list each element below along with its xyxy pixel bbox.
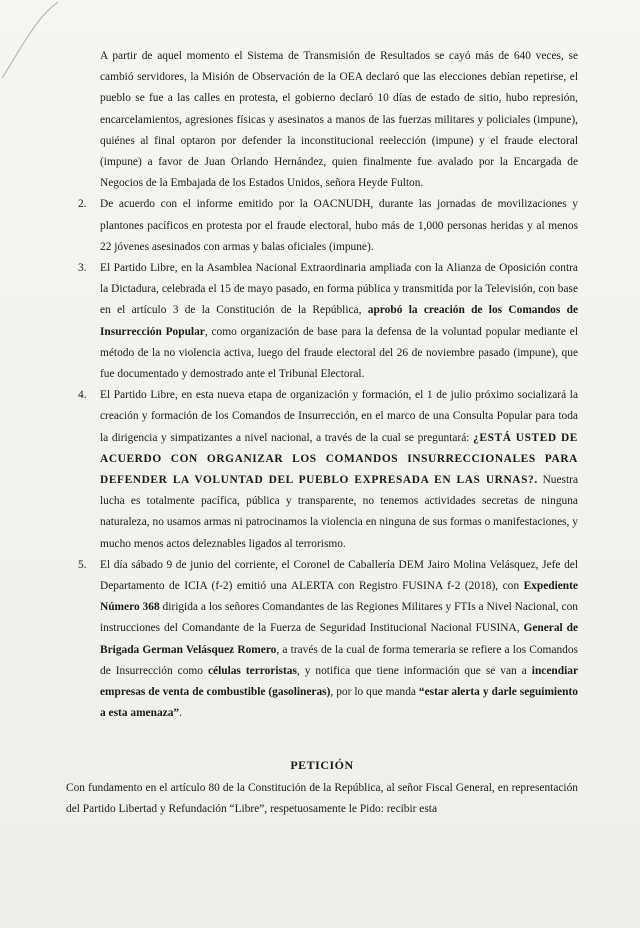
bold-phrase: células terroristas: [207, 664, 297, 677]
petition-heading: PETICIÓN: [290, 757, 354, 772]
item-number: 5.: [78, 558, 87, 571]
bold-phrase: incendiar empresas de venta de combustible (gasolineras): [100, 664, 578, 699]
item-text: El Partido Libre, en la Asamblea Nacional Extraordinaria ampliada con la Alianza de Oposición contra la Dictadura, celebrada el 15 de mayo pasado, en forma pública y transmitida por la Televisión, con base en el artículo 3 de la Constitución de la República, aprobó la creación de los Comandos de Insurrección Popular, como organización de base para la defensa de la voluntad popular mediante el método de la no violencia activa, luego del fraude electoral del 26 de noviembre pasado (impune), que fue documentado y demostrado ante el Tribunal Electoral.: [100, 262, 579, 381]
item-number: 2.: [78, 198, 87, 211]
list-item-2: [66, 194, 578, 258]
bold-phrase: aprobó la creación de los Comandos de Insurrección Popular: [100, 304, 579, 338]
item-text: De acuerdo con el informe emitido por la OACNUDH, durante las jornadas de movilizaciones y plantones pacíficos en protesta por el fraude electoral, hubo más de 1,000 personas heridas y al menos 22 jóvenes asesinados con armas y balas oficiales (impune).: [100, 198, 578, 253]
list-item-4: [66, 385, 578, 555]
consultation-question: ¿ESTÁ USTED DE ACUERDO CON ORGANIZAR LOS COMANDOS INSURRECCIONALES PARA DEFENDER LA VOLUNTAD DEL PUEBLO EXPRESADA EN LAS URNAS?.: [100, 431, 578, 487]
bold-phrase: Expediente Número 368: [100, 580, 578, 614]
pen-mark: [0, 0, 60, 90]
intro-paragraph: A partir de aquel momento el Sistema de Transmisión de Resultados se cayó más de 640 veces, se cambió servidores, la Misión de Observación de la OEA declaró que las elecciones debían repetirse, el pueblo se fue a las calles en protesta, el gobierno declaró 10 días de estado de sitio, hubo represión, encarcelamientos, agresiones físicas y asesinatos a manos de las fuerzas militares y policiales (impune), quiénes al final optaron por defender la inconstitucional reelección (impune) y el fraude electoral (impune) a favor de Juan Orlando Hernández, quien finalmente fue avalado por la Encargada de Negocios de la Embajada de los Estados Unidos, señora Heyde Fulton.: [100, 50, 578, 190]
item-number: 4.: [78, 389, 87, 402]
document-body: [66, 46, 578, 820]
list-item-3: [66, 258, 578, 385]
bold-phrase: “estar alerta y darle seguimiento a esta amenaza”: [100, 686, 578, 720]
list-item-5: [66, 555, 578, 725]
petition-paragraph: Con fundamento en el artículo 80 de la Constitución de la República, al señor Fiscal General, en representación del Partido Libertad y Refundación “Libre”, respetuosamente le Pido: recibir esta: [66, 781, 578, 815]
item-text: El día sábado 9 de junio del corriente, el Coronel de Caballería DEM Jairo Molina Velásquez, Jefe del Departamento de ICIA (f-2) emitió una ALERTA con Registro FUSINA f-2 (2018), con Expediente Número 368 dirigida a los señores Comandantes de las Regiones Militares y FTIs a Nivel Nacional, con instrucciones del Comandante de la Fuerza de Seguridad Institucional Nacional FUSINA, General de Brigada German Velásquez Romero, a través de la cual de forma temeraria se refiere a los Comandos de Insurrección como células terroristas, y notifica que tiene información que se van a incendiar empresas de venta de combustible (gasolineras), por lo que manda “estar alerta y darle seguimiento a esta amenaza”.: [100, 558, 579, 720]
bold-phrase: General de Brigada German Velásquez Romero: [100, 622, 579, 656]
item-number: 3.: [78, 262, 87, 275]
item-text: El Partido Libre, en esta nueva etapa de organización y formación, el 1 de julio próximo socializará la creación y formación de los Comandos de Insurrección, en el marco de una Consulta Popular para toda la dirigencia y simpatizantes a nivel nacional, a través de la cual se preguntará: ¿ESTÁ USTED DE ACUERDO CON ORGANIZAR LOS COMANDOS INSURRECCIONALES PARA DEFENDER LA VOLUNTAD DEL PUEBLO EXPRESADA EN LAS URNAS?. Nuestra lucha es totalmente pacífica, pública y transparente, no tenemos actividades secretas de ninguna naturaleza, no usamos armas ni patrocinamos la violencia en ninguna de sus formas o manifestaciones, y mucho menos actos deleznables ligados al terrorismo.: [100, 389, 578, 550]
